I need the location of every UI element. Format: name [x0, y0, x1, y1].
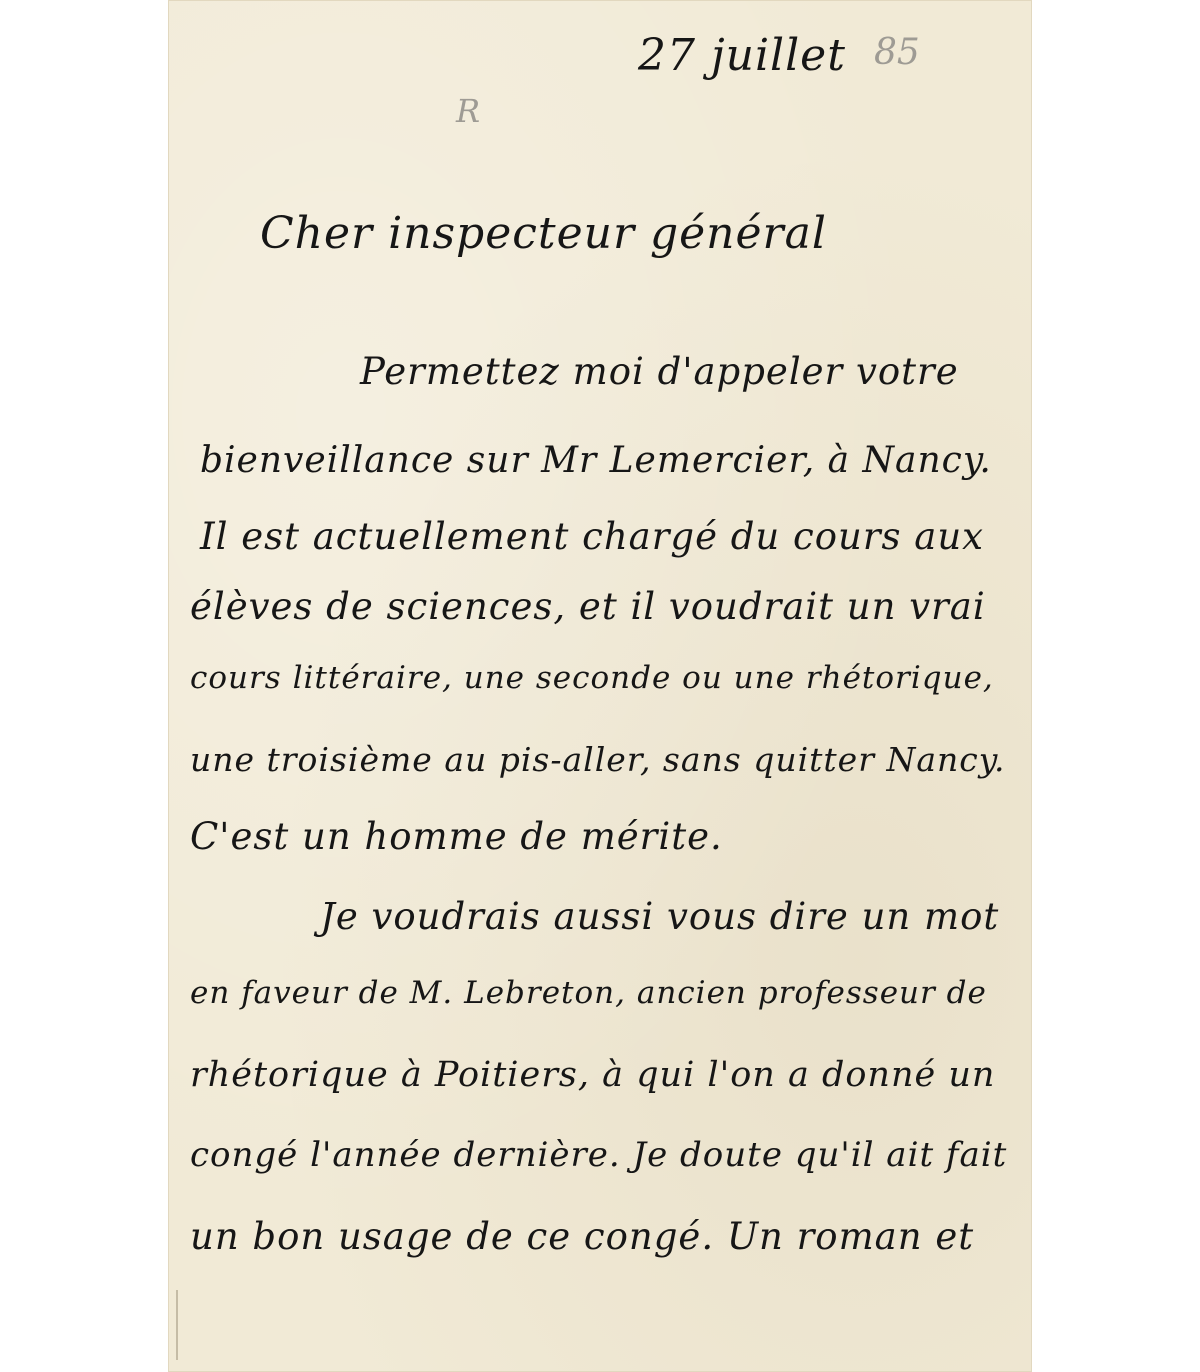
salutation: Cher inspecteur général	[260, 208, 827, 259]
letter-line: Je voudrais aussi vous dire un mot	[320, 895, 1000, 938]
letter-line: une troisième au pis-aller, sans quitter Nancy.	[190, 740, 1006, 779]
letter-line: rhétorique à Poitiers, à qui l'on a donné un	[190, 1055, 996, 1095]
pencil-initial: R	[456, 92, 481, 130]
letter-line: Permettez moi d'appeler votre	[360, 350, 959, 393]
paper-edge-mark	[176, 1290, 178, 1360]
letter-line: C'est un homme de mérite.	[190, 815, 723, 858]
letter-line: un bon usage de ce congé. Un roman et	[190, 1215, 975, 1258]
letter-line: bienveillance sur Mr Lemercier, à Nancy.	[200, 440, 992, 481]
letter-line: cours littéraire, une seconde ou une rhétorique,	[190, 660, 994, 696]
letter-date: 27 juillet	[638, 30, 846, 81]
letter-line: Il est actuellement chargé du cours aux	[200, 515, 985, 558]
letter-line: en faveur de M. Lebreton, ancien professeur de	[190, 975, 987, 1011]
letter-page	[168, 0, 1032, 1372]
letter-line: congé l'année dernière. Je doute qu'il ait fait	[190, 1135, 1008, 1175]
letter-line: élèves de sciences, et il voudrait un vrai	[190, 585, 986, 628]
pencil-page-number: 85	[874, 32, 920, 73]
